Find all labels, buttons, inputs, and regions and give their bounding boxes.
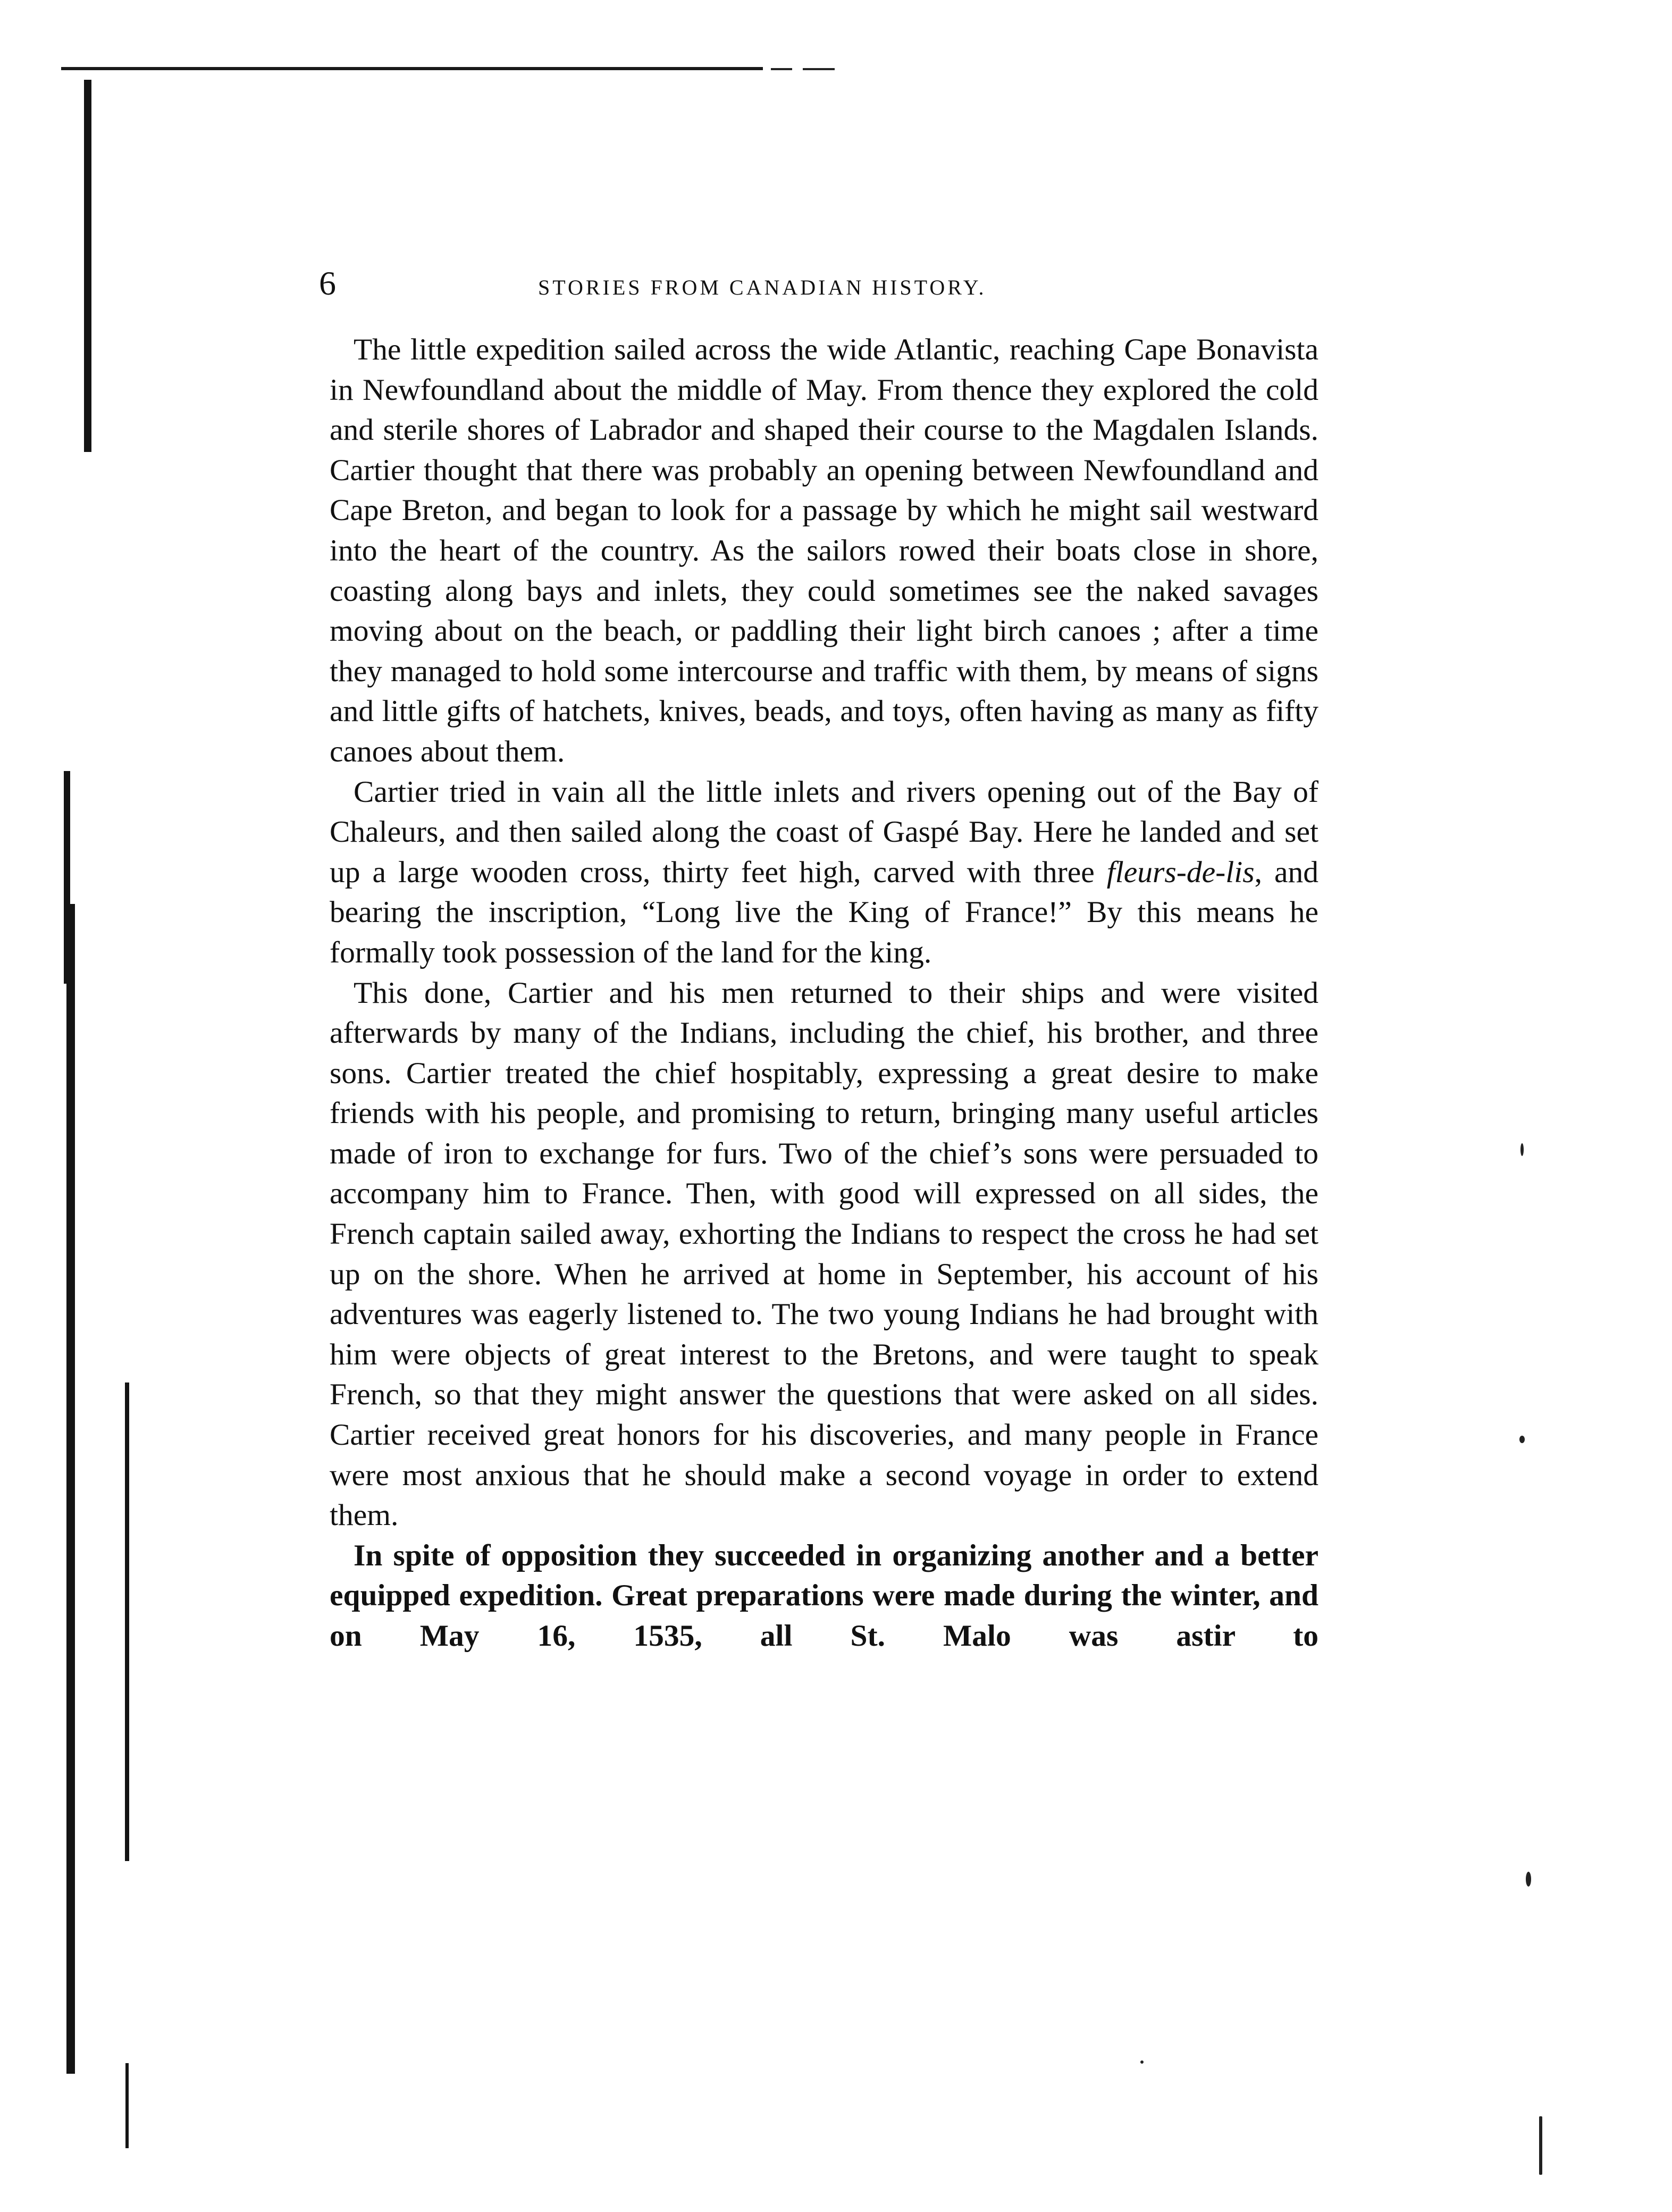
- scan-speck: [1526, 1872, 1531, 1887]
- paragraph: The little expedition sailed across the wide Atlantic, reaching Cape Bonavista in Newfoundland about the middle of May. From thence they explored the cold and sterile shores of Labrador and shaped their course to the Magdalen Islands. Cartier thought that there was probably an opening between Newfoundland and Cape Breton, and began to look for a passage by which he might sail westward into the heart of the country. As the sailors rowed their boats close in shore, coasting along bays and inlets, they could sometimes see the naked savages moving about on the beach, or paddling their light birch canoes ; after a time they managed to hold some intercourse and traffic with them, by means of signs and little gifts of hatchets, knives, beads, and toys, often having as many as fifty canoes about them.: [330, 333, 1318, 768]
- paragraph-text: Cartier tried in vain all the little inlets and rivers opening out of the Bay of Chaleurs, and then sailed along the coast of Gaspé Bay. Here he landed and set up a large wooden cross, thirty feet high, carved with three: [330, 775, 1318, 889]
- binding-edge-bar: [84, 80, 91, 452]
- body-text: [330, 330, 1318, 1656]
- binding-edge-bar: [125, 1382, 129, 1861]
- paragraph-text: , and bearing the inscription, “Long live the King of France!” By this means he formally took possession of the land for the king.: [330, 855, 1318, 969]
- binding-edge-bar: [66, 904, 75, 2074]
- scan-speck: [1140, 2060, 1144, 2064]
- running-head: STORIES FROM CANADIAN HISTORY.: [538, 275, 987, 299]
- page-number: 6: [319, 264, 336, 302]
- scan-speck: [1519, 1436, 1525, 1443]
- paragraph: In spite of opposition they succeeded in organizing another and a better equipped expedition. Great preparations were made during the winter, and on May 16, 1535, all St. Malo was astir to: [330, 1538, 1318, 1653]
- paragraph: [330, 772, 1318, 973]
- paragraph: This done, Cartier and his men returned to their ships and were visited afterwards by many of the Indians, including the chief, his brother, and three sons. Cartier treated the chief hospitably, expressing a great desire to make friends with his people, and promising to return, bringing many useful articles made of iron to exchange for furs. Two of the chief’s sons were persuaded to accompany him to France. Then, with good will expressed on all sides, the French captain sailed away, exhorting the Indians to respect the cross he had set up on the shore. When he arrived at home in September, his account of his adventures was eagerly listened to. The two young Indians he had brought with him were objects of great interest to the Bretons, and were taught to speak French, so that they might answer the questions that were asked on all sides. Cartier received great honors for his discoveries, and many people in France were most anxious that he should make a second voyage in order to extend them.: [330, 976, 1318, 1532]
- top-border-rule: [61, 67, 763, 70]
- scan-speck: [1539, 2116, 1542, 2175]
- scan-speck: [1520, 1143, 1524, 1156]
- binding-edge-bar: [125, 2063, 129, 2148]
- italic-term: fleurs-de-lis: [1106, 855, 1255, 889]
- page-header: [319, 259, 1329, 307]
- top-border-dash: [771, 68, 792, 70]
- top-border-dash: [803, 68, 835, 70]
